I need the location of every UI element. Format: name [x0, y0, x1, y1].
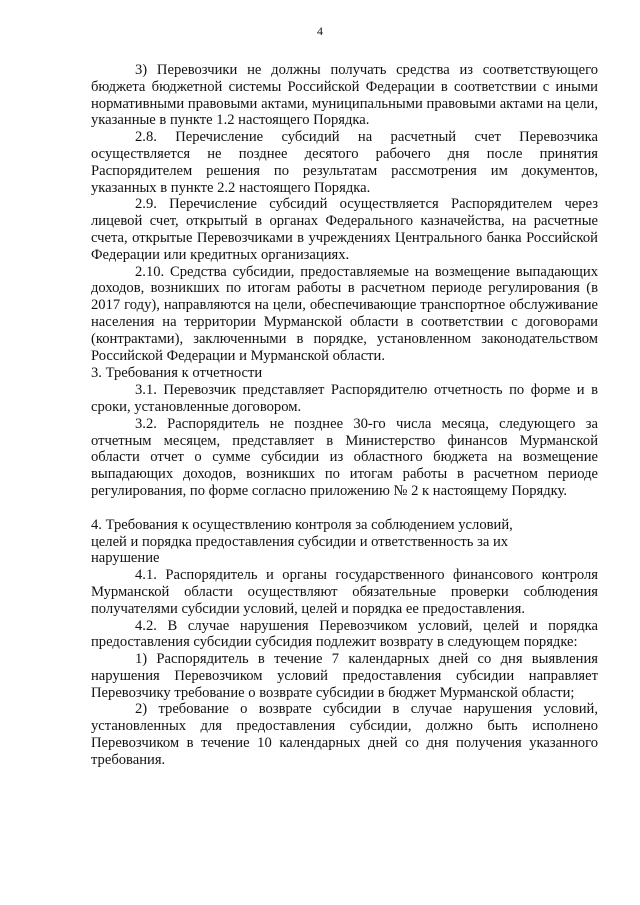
page-number: 4 [317, 24, 323, 38]
section-3-heading: 3. Требования к отчетности [91, 365, 263, 382]
paragraph-2-9: 2.9. Перечисление субсидий осуществляется Распорядителем через лицевой счет, открытый в органах Федерального казначейства, на расчетные счета, открытые Перевозчиками в учреждениях Центрального банка Российской Федерации или кредитных организациях. [91, 196, 598, 263]
paragraph-4-2-item-1: 1) Распорядитель в течение 7 календарных дней со дня выявления нарушения Перевозчиком условий предоставления субсидии направляет Перевозчику требование о возврате субсидии в бюджет Мурманской области; [91, 651, 598, 701]
section-4-heading [91, 517, 598, 567]
paragraph-3-1: 3.1. Перевозчик представляет Распорядителю отчетность по форме и в сроки, установленные договором. [91, 382, 598, 415]
section-4-heading-line-1: 4. Требования к осуществлению контроля за соблюдением условий, [91, 516, 513, 533]
paragraph-4-2: 4.2. В случае нарушения Перевозчиком условий, целей и порядка предоставления субсидии субсидия подлежит возврату в следующем порядке: [91, 617, 598, 651]
paragraph-4-2-item-2: 2) требование о возврате субсидии в случае нарушения условий, установленных для предоставления субсидии, должно быть исполнено Перевозчиком в течение 10 календарных дней со дня получения указанного требования. [91, 701, 598, 768]
paragraph-3-2: 3.2. Распорядитель не позднее 30-го числа месяца, следующего за отчетным месяцем, представляет в Министерство финансов Мурманской области отчет о сумме субсидии из областного бюджета на возмещение выпадающих доходов, возникших по итогам работы в расчетном периоде регулирования, по форме согласно приложению № 2 к настоящему Порядку. [91, 415, 598, 499]
paragraph-2-8: 2.8. Перечисление субсидий на расчетный счет Перевозчика осуществляется не позднее десятого рабочего дня после принятия Распорядителем решения по результатам рассмотрения им документов, указанных в пункте 2.2 настоящего Порядка. [91, 129, 598, 196]
section-4-heading-line-2: целей и порядка предоставления субсидии и ответственность за их [91, 533, 509, 550]
paragraph-4-1: 4.1. Распорядитель и органы государственного финансового контроля Мурманской области осуществляют обязательные проверки соблюдения получателями субсидии условий, целей и порядка ее предоставления. [91, 567, 598, 617]
document-body [91, 62, 598, 769]
paragraph-item-3: 3) Перевозчики не должны получать средства из соответствующего бюджета бюджетной системы Российской Федерации в соответствии с иными нормативными правовыми актами, муниципальными правовыми актами на цели, указанные в пункте 1.2 настоящего Порядка. [91, 62, 598, 129]
paragraph-2-10: 2.10. Средства субсидии, предоставляемые на возмещение выпадающих доходов, возникших по итогам работы в расчетном периоде регулирования (в 2017 году), направляются на цели, обеспечивающие транспортное обслуживание населения на территории Мурманской области в соответствии с договорами (контрактами), заключенными в порядке, установленном законодательством Российской Федерации и Мурманской области. [91, 263, 598, 364]
section-4-heading-line-3: нарушение [91, 550, 160, 567]
